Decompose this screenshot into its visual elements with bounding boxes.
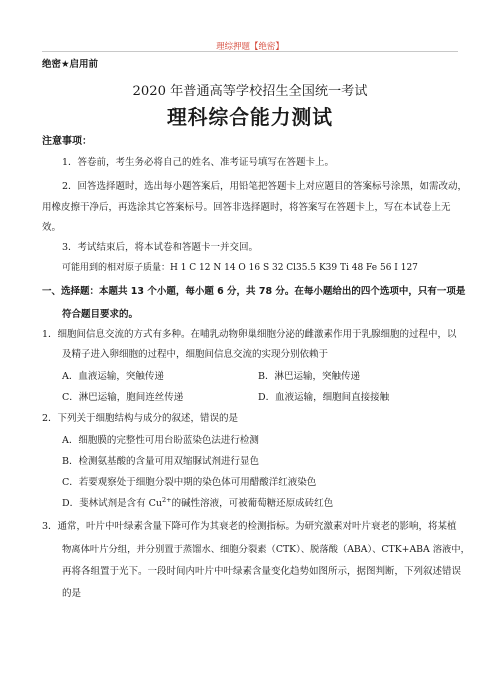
q3-stem-line-4: 的是: [62, 588, 82, 599]
q2-option-a: A．细胞膜的完整性可用台盼蓝染色法进行检测: [62, 435, 259, 446]
exam-title: 2020 年普通高等学校招生全国统一考试: [132, 84, 368, 99]
q2-option-b: B．检测氨基酸的含量可用双缩脲试剂进行显色: [62, 456, 259, 467]
q2-option-d: [62, 495, 333, 509]
q1-option-c: C．淋巴运输，胞间连丝传递: [62, 392, 184, 403]
notice-item-3: 3．考试结束后，将本试卷和答题卡一并交回。: [62, 242, 259, 253]
confidential-label: 绝密★启用前: [42, 59, 99, 70]
q1-option-b: B．淋巴运输，突触传递: [258, 371, 360, 382]
subject-title: 理科综合能力测试: [167, 106, 333, 129]
q1-option-d: D．血液运输，细胞间直接接触: [258, 392, 390, 403]
header-tag: 理综押题【绝密】: [216, 41, 284, 51]
notice-item-2-line-3: 效。: [42, 222, 62, 233]
q2-option-c: C．若要观察处于细胞分裂中期的染色体可用醋酸洋红液染色: [62, 477, 317, 488]
q1-stem-line-2: 及精子进入卵细胞的过程中，细胞间信息交流的实现分别依赖于: [62, 349, 329, 360]
q1-option-a: A．血液运输，突触传递: [62, 371, 164, 382]
section-heading-line-2: 符合题目要求的。: [62, 309, 139, 320]
notice-item-1: 1．答卷前，考生务必将自己的姓名、准考证号填写在答题卡上。: [62, 157, 335, 168]
q3-stem-line-1: 3．通常，叶片中叶绿素含量下降可作为其衰老的检测指标。为研究激素对叶片衰老的影响，将某植: [42, 521, 457, 532]
notice-heading: 注意事项：: [42, 136, 92, 147]
q3-stem-line-3: 再将各组置于光下。一段时间内叶片中叶绿素含量变化趋势如图所示，据图判断，下列叙述错误: [62, 566, 462, 577]
notice-item-2-line-1: 2．回答选择题时，选出每小题答案后，用铅笔把答题卡上对应题目的答案标号涂黑，如需改动，: [62, 181, 468, 192]
q2-option-d-text-2: 的碱性溶液，可被葡萄糖还原成砖红色: [171, 498, 334, 509]
q3-stem-line-2: 物离体叶片分组，并分别置于蒸馏水、细胞分裂素（CTK）、脱落酸（ABA）、CTK+ABA 溶液中，: [62, 544, 470, 555]
header-divider: [42, 51, 458, 52]
section-heading-line-1: 一、选择题：本题共 13 个小题，每小题 6 分，共 78 分。在每小题给出的四个选项中，只有一项是: [42, 286, 466, 297]
q2-option-d-superscript: 2+: [162, 495, 172, 504]
q2-option-d-text-1: D．斐林试剂是含有 Cu: [62, 498, 163, 509]
q2-stem: 2．下列关于细胞结构与成分的叙述，错误的是: [42, 413, 239, 424]
atomic-mass-line: 可能用到的相对原子质量：H 1 C 12 N 14 O 16 S 32 Cl35.5 K39 Ti 48 Fe 56 I 127: [62, 263, 418, 273]
notice-item-2-line-2: 用橡皮擦干净后，再选涂其它答案标号。回答非选择题时，将答案写在答题卡上，写在本试卷上无: [42, 202, 451, 213]
q1-stem-line-1: 1．细胞间信息交流的方式有多种。在哺乳动物卵巢细胞分泌的雌激素作用于乳腺细胞的过程中，以: [42, 329, 457, 340]
